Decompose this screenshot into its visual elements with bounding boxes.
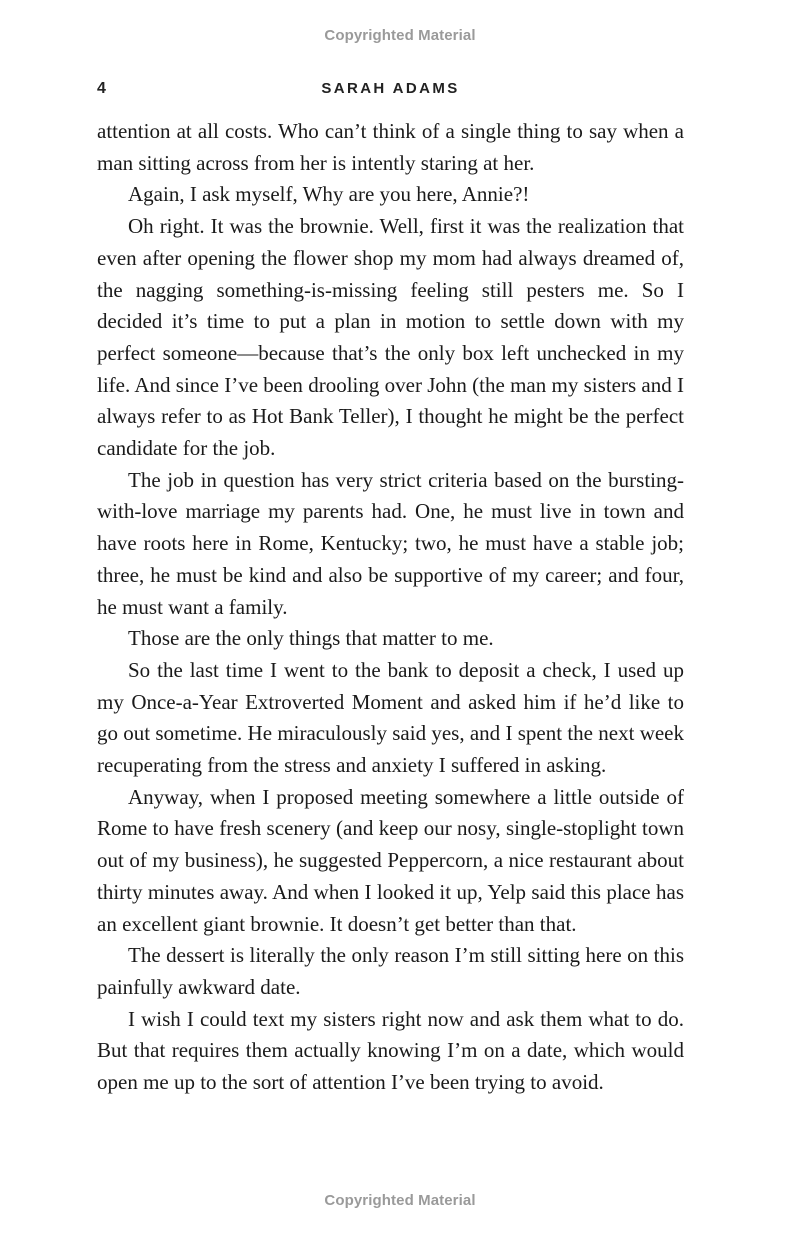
page-number: 4 bbox=[97, 80, 107, 97]
copyright-watermark-bottom: Copyrighted Material bbox=[324, 1192, 476, 1209]
paragraph: The job in question has very strict criteria based on the bursting-with-love marriage my parents had. One, he must live in town and have roots here in Rome, Kentucky; two, he must have a stable job; three, he must be kind and also be supportive of my career; and four, he must want a family. bbox=[97, 467, 684, 619]
paragraph: I wish I could text my sisters right now and ask them what to do. But that requires them actually knowing I’m on a date, which would open me up to the sort of attention I’ve been trying to avoid. bbox=[97, 1006, 684, 1095]
paragraph: Anyway, when I proposed meeting somewhere a little outside of Rome to have fresh scenery (and keep our nosy, single-stoplight town out of my business), he suggested Peppercorn, a nice restaurant about thirty minutes away. And when I looked it up, Yelp said this place has an excellent giant brownie. It doesn’t get better than that. bbox=[97, 784, 684, 936]
copyright-watermark-top: Copyrighted Material bbox=[324, 27, 476, 44]
paragraph: Again, I ask myself, Why are you here, Annie?! bbox=[128, 182, 530, 207]
running-head-author: SARAH ADAMS bbox=[321, 80, 460, 97]
paragraph: Those are the only things that matter to me. bbox=[128, 626, 494, 651]
body-text bbox=[97, 116, 684, 1099]
paragraph: So the last time I went to the bank to deposit a check, I used up my Once-a-Year Extroverted Moment and asked him if he’d like to go out sometime. He miraculously said yes, and I spent the next week recuperating from the stress and anxiety I suffered in asking. bbox=[97, 657, 684, 778]
paragraph: Oh right. It was the brownie. Well, first it was the realization that even after opening the flower shop my mom had always dreamed of, the nagging something-is-missing feeling still pesters me. So I decided it’s time to put a plan in motion to settle down with my perfect someone—because that’s the only box left unchecked in my life. And since I’ve been drooling over John (the man my sisters and I always refer to as Hot Bank Teller), I thought he might be the perfect candidate for the job. bbox=[97, 214, 684, 461]
paragraph: The dessert is literally the only reason I’m still sitting here on this painfully awkward date. bbox=[97, 943, 684, 999]
running-header bbox=[97, 80, 684, 102]
paragraph: attention at all costs. Who can’t think of a single thing to say when a man sitting across from her is intently staring at her. bbox=[97, 119, 684, 175]
